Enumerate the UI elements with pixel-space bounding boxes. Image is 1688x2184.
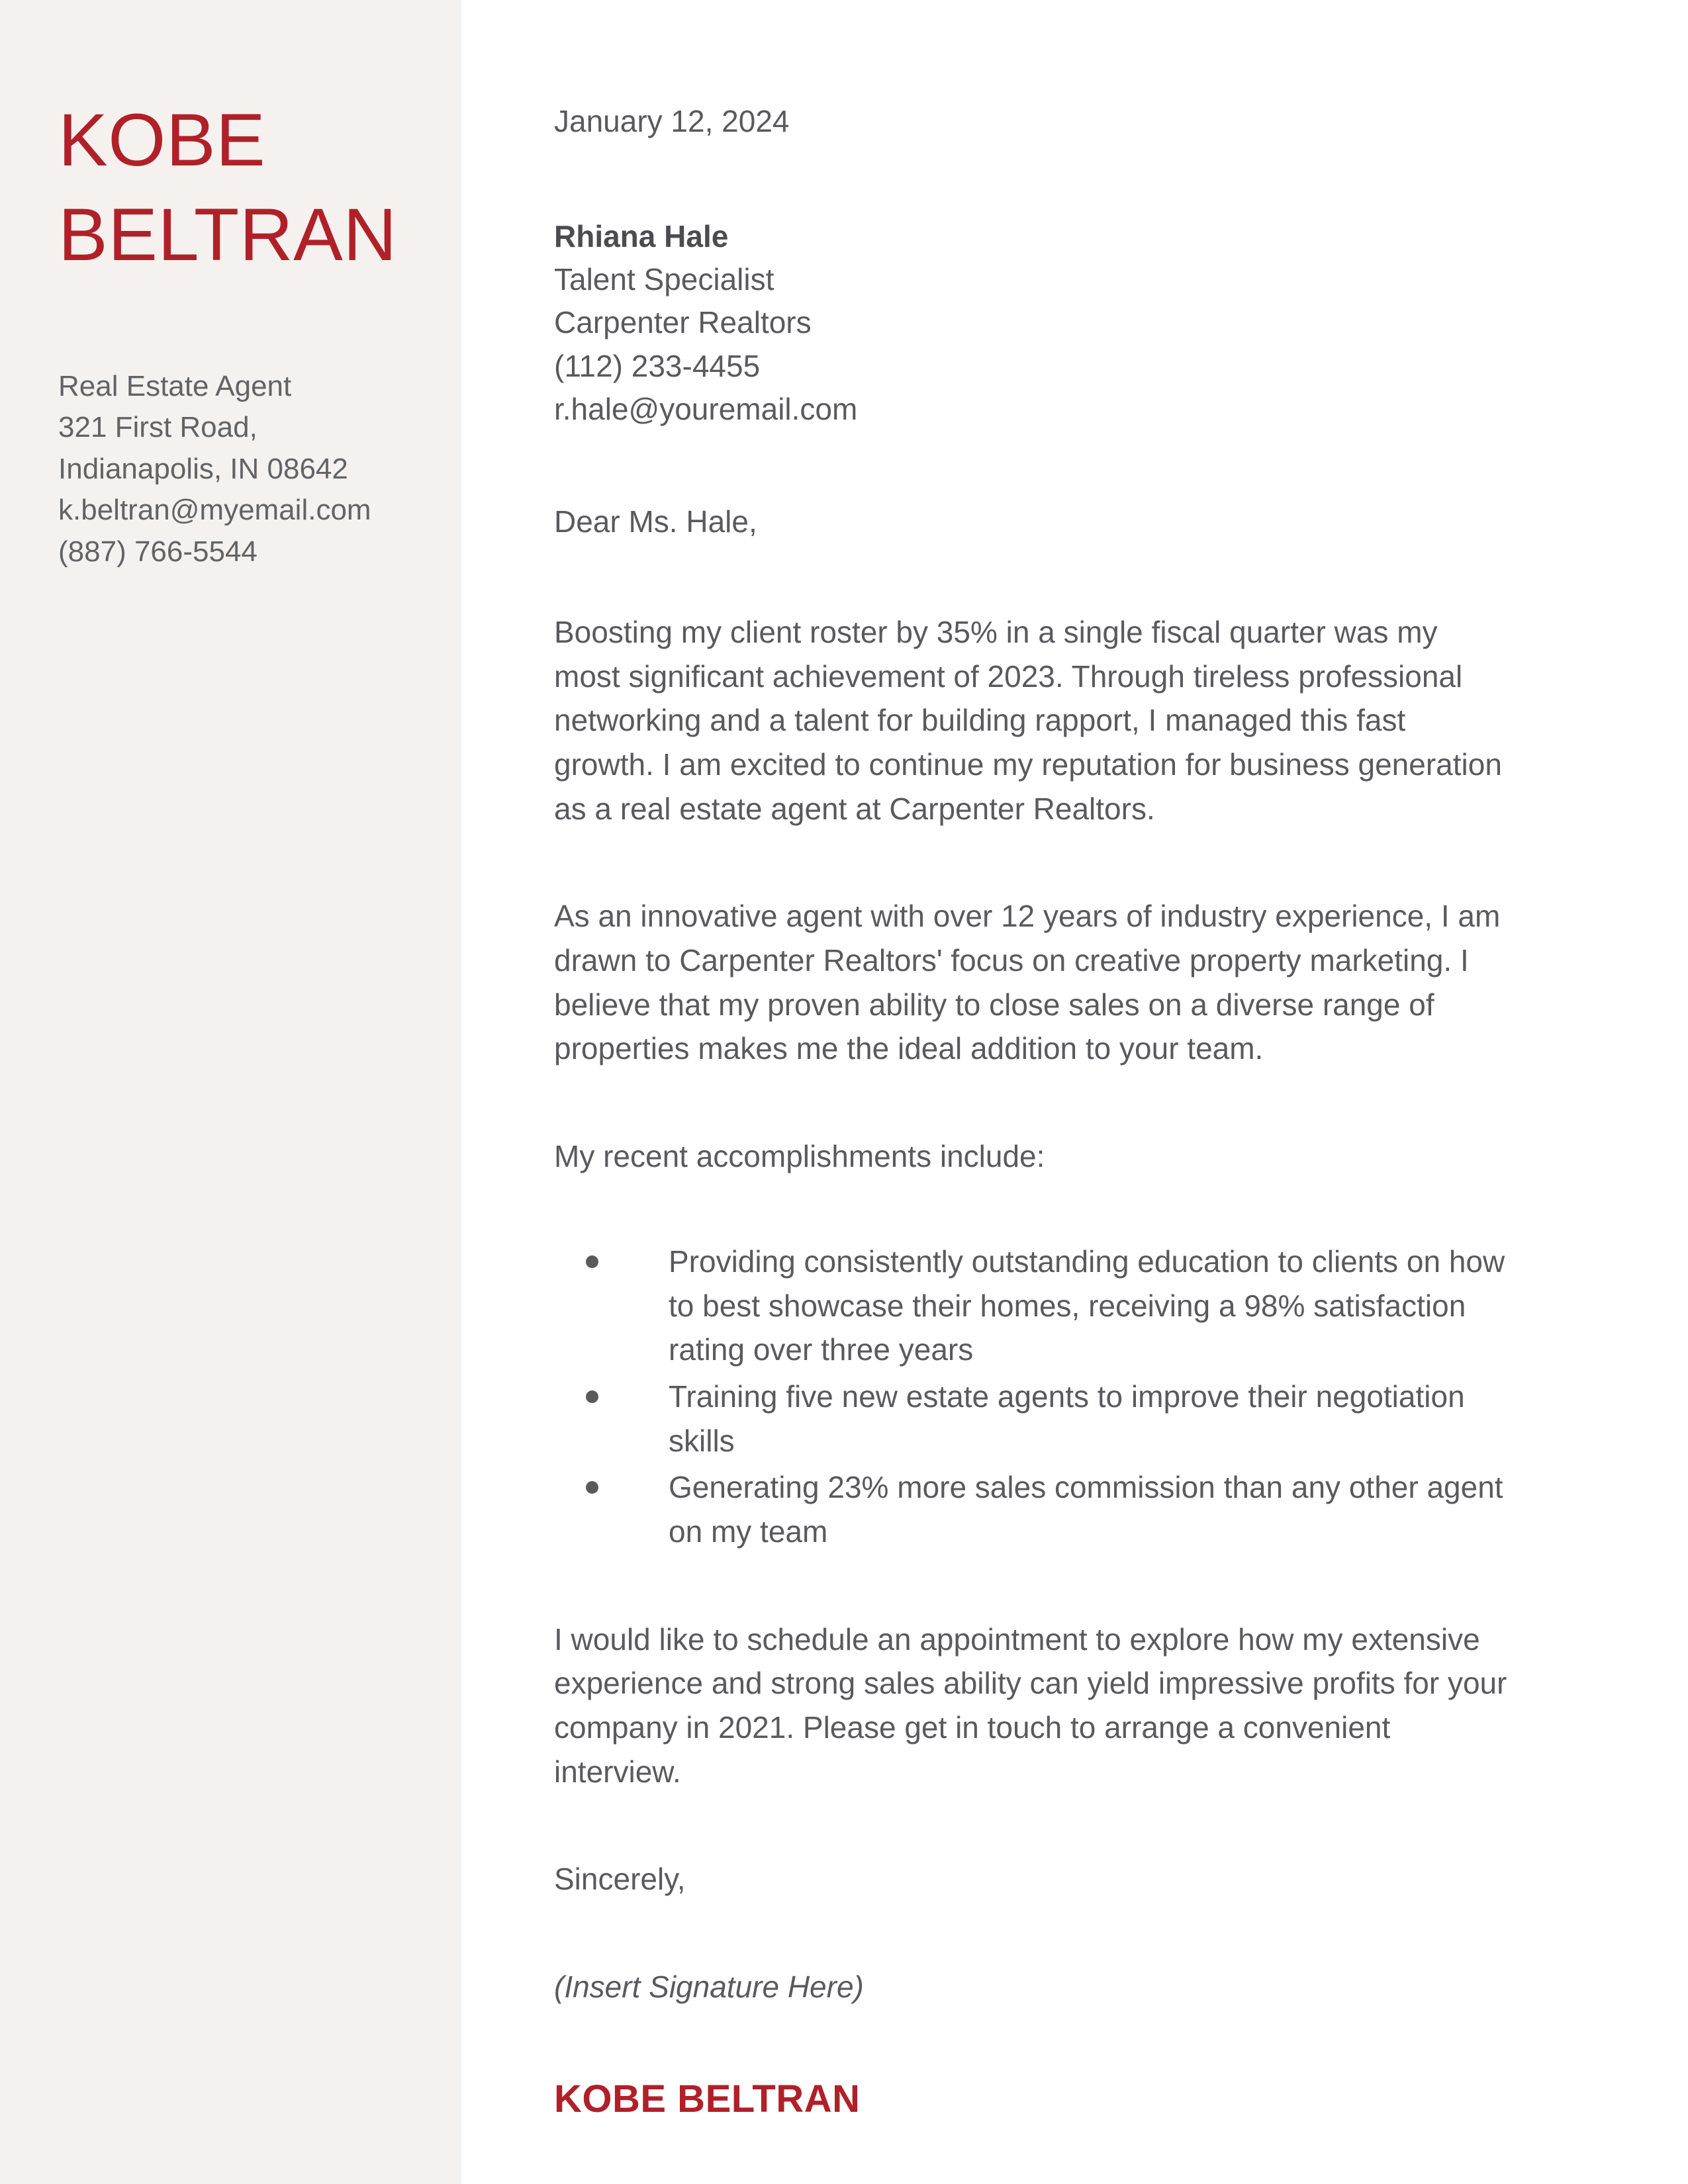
sidebar-contact-block: [58, 366, 422, 572]
name-last-line: BELTRAN: [58, 193, 397, 277]
recipient-title: Talent Specialist: [554, 262, 774, 296]
recipient-block: [554, 215, 1509, 432]
list-item-label: Training five new estate agents to improve their negotiation skills: [669, 1379, 1465, 1458]
recipient-company: Carpenter Realtors: [554, 305, 812, 340]
contact-email[interactable]: k.beltran@myemail.com: [58, 494, 371, 527]
page-title: [58, 93, 422, 283]
recipient-name: Rhiana Hale: [554, 218, 729, 253]
list-item: [586, 1465, 1509, 1553]
bullet-dot-icon: [586, 1390, 598, 1403]
bullet-dot-icon: [586, 1481, 598, 1494]
accomplishments-list: [554, 1240, 1509, 1554]
list-item-label: Providing consistently outstanding education to clients on how to best showcase their homes, receiving a 98% satisfaction rating over three years: [669, 1244, 1505, 1367]
contact-job-title: Real Estate Agent: [58, 369, 292, 402]
body-paragraph-3: I would like to schedule an appointment to explore how my extensive experience and strong sales ability can yield impressive profits for your company in 2021. Please get in touch to arrange a convenient interview.: [554, 1621, 1507, 1789]
contact-street: 321 First Road,: [58, 411, 258, 444]
body-paragraph-2: As an innovative agent with over 12 years of industry experience, I am drawn to Carpenter Realtors' focus on creative property marketing. I believe that my proven ability to close sales on a diverse range of properties makes me the ideal addition to your team.: [554, 899, 1501, 1066]
contact-city-state-zip: Indianapolis, IN 08642: [58, 452, 348, 485]
salutation: Dear Ms. Hale,: [554, 504, 757, 539]
contact-phone[interactable]: (887) 766-5544: [58, 535, 258, 568]
bullet-dot-icon: [586, 1255, 598, 1268]
letter-body: [461, 0, 1688, 2184]
sidebar: [0, 0, 461, 2184]
recipient-email[interactable]: r.hale@youremail.com: [554, 391, 858, 426]
closing-salutation: Sincerely,: [554, 1862, 686, 1897]
accomplishments-intro: My recent accomplishments include:: [554, 1139, 1045, 1174]
signature-name: KOBE BELTRAN: [554, 2077, 861, 2120]
letter-date: January 12, 2024: [554, 104, 790, 138]
name-first-line: KOBE: [58, 99, 266, 181]
list-item-label: Generating 23% more sales commission than any other agent on my team: [669, 1470, 1503, 1549]
body-paragraph-1: Boosting my client roster by 35% in a single fiscal quarter was my most significant achievement of 2023. Through tireless professional networking and a talent for building rapport, I managed this fast growth. I am excited to continue my reputation for business generation as a real estate agent at Carpenter Realtors.: [554, 614, 1502, 826]
recipient-phone[interactable]: (112) 233-4455: [554, 348, 761, 383]
signature-placeholder: (Insert Signature Here): [554, 1970, 864, 2005]
list-item: [586, 1375, 1509, 1463]
list-item: [586, 1240, 1509, 1372]
